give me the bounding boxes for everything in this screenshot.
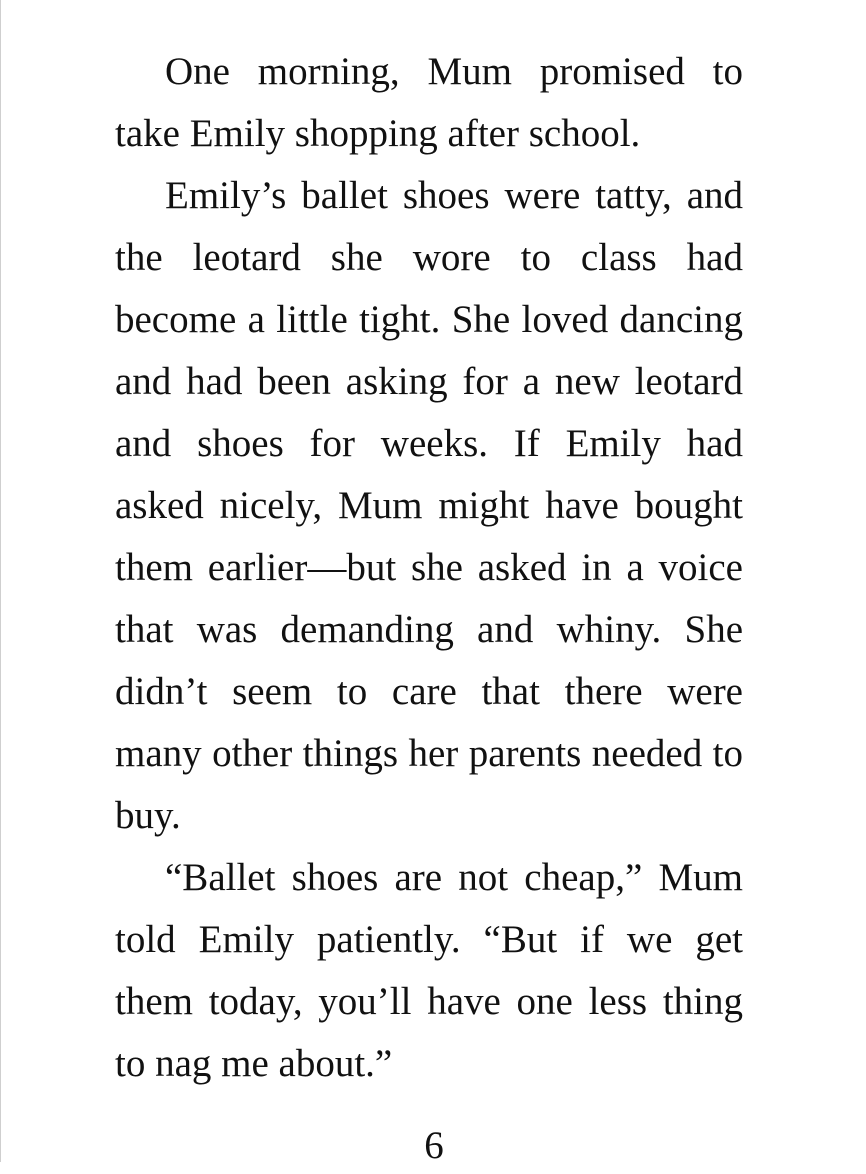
story-text <box>115 41 743 1095</box>
paragraph-1: One morning, Mum promised to take Emily shopping after school. <box>115 50 743 155</box>
paragraph-3: “Ballet shoes are not cheap,” Mum told Emily patiently. “But if we get them today, you’ll have one less thing to nag me about.” <box>115 856 743 1085</box>
paragraph-2: Emily’s ballet shoes were tatty, and the leotard she wore to class had become a little tight. She loved dancing and had been asking for a new leotard and shoes for weeks. If Emily had asked nicely, Mum might have bought them earlier—but she asked in a voice that was demanding and whiny. She didn’t seem to care that there were many other things her parents needed to buy. <box>115 174 743 837</box>
page-number: 6 <box>424 1124 444 1167</box>
